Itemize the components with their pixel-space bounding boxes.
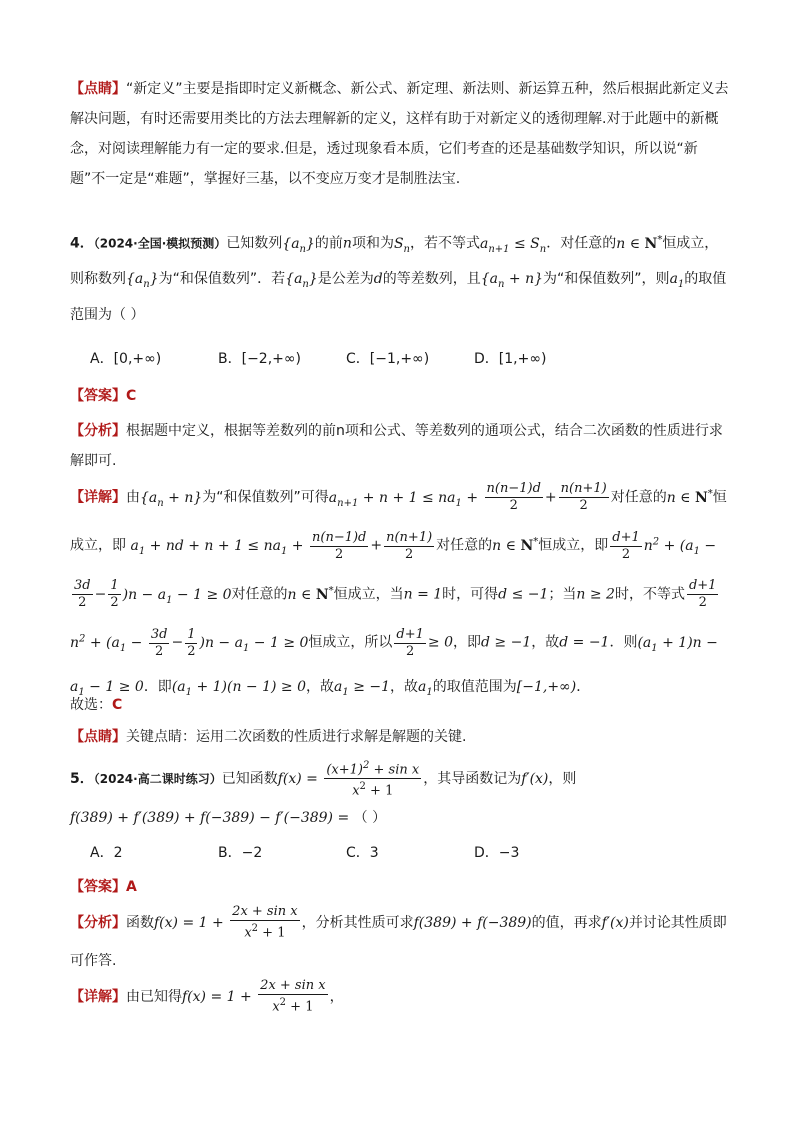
formula: $\{a_n\}$ [126, 271, 159, 291]
stem-text: ．对任意的 [546, 235, 617, 252]
formula: $S_n$ [393, 235, 410, 255]
stem-text: 恒成立，则称数列 [70, 235, 719, 288]
question-4 [70, 225, 730, 330]
choose-prefix: 故选： [70, 697, 112, 713]
formula: $a_1$ [669, 271, 685, 291]
formula: $\{a_n + n\}$ [480, 271, 544, 291]
analysis-text: ，分析其性质可求 [301, 915, 414, 931]
question-number: 4． [70, 235, 94, 252]
stem-text: ，若不等式 [410, 235, 480, 252]
analysis-tag: 【分析】 [70, 423, 126, 439]
analysis-text: 函数 [126, 915, 154, 931]
note-text: “新定义”主要是指即时定义新概念、新公式、新定理、新法则、新运算五种，然后根据此新定义去解决问题，有时还需要用类比的方法去理解新的定义，这样有助于对新定义的透彻理解.对于此题中的新概念，对阅读理解能力有一定的要求.但是，透过现象看本质，它们考查的还是基础数学知识，所以说“新题”不一定是“难题”，掌握好三基，以不变应万变才是制胜法宝. [70, 81, 729, 187]
analysis-text: 的值，再求 [531, 915, 602, 931]
answer-line [70, 381, 730, 411]
stem-text: 是公差为 [317, 271, 374, 288]
detail-tag: 【详解】 [70, 489, 126, 506]
formula: n [342, 235, 352, 252]
question-4-options [90, 344, 750, 374]
note-paragraph [70, 722, 730, 752]
analysis-paragraph: 【分析】函数f(x) = 1 + $\frac{\text{2x + sin x}}{x^2 + 1}$ ，分析其性质可求f(389) + f(−389)的值，再求f′(x)并讨论其性质即可作答. [70, 904, 727, 969]
choose-line [70, 690, 730, 720]
stem-text: 的取值范围为（ ） [70, 271, 727, 324]
formula: $a_{n+1} \le S_n$ [480, 235, 547, 255]
stem-text: 已知数列 [226, 235, 283, 252]
formula: $\{a_n\}$ [282, 235, 315, 255]
option-b[interactable]: B．[−2,+∞) [218, 351, 302, 367]
note-tag: 【点睛】 [70, 729, 126, 745]
detail-paragraph: 【详解】由$\{a_n + n\}$为“和保值数列”可得$a_{n+1} + n + 1 \le na_1$ + $\frac{n(n-1)d}{2}$ + $\frac{n(n+1)}{2}$ 对任意的n ∈ N*恒成立，即 $a_1$ + nd + $n + 1 \le na_1$ + $\frac{n(n-1)d}{2}$ + $\frac{n(n+1)}{2}$ 对任意的n ∈ N*恒成立，即 $\frac{d+1}{2}$ $n^2 + (a_1$ − $\frac{3d}{2}$ − $\frac{1}{2}$ )$n - a_1 - 1 \ge 0$对任意的n ∈ N*恒成立，当n = 1时，可得d ≤ −1；当n ≥ 2时，不等式 $\frac{d+1}{2}$ $n^2 + (a_1$ − $\frac{3d}{2}$ − $\frac{1}{2}$ )$n - a_1 - 1 \ge 0$恒成立，所以 $\frac{d+1}{2}$ ≥ 0，即d ≥ −1，故d = −1．则$(a_1 + 1)n - a_1 - 1 \ge 0$．即$(a_1 + 1)(n - 1) \ge 0$，故$a_1 \ge -1$，故$a_1$的取值范围为[−1,+∞)． [70, 481, 727, 698]
option-d[interactable]: D．[1,+∞) [474, 351, 547, 367]
detail-tag: 【详解】 [70, 989, 126, 1005]
analysis-paragraph [70, 416, 730, 476]
stem-text: 的等差数列，且 [382, 271, 481, 288]
stem-text: 的前 [314, 235, 343, 252]
note-tag: 【点睛】 [70, 81, 126, 97]
question-number: 5． [70, 770, 94, 787]
analysis-text: 并讨论其性质即可作答. [70, 915, 727, 969]
option-a[interactable]: A．[0,+∞) [90, 351, 162, 367]
stem-text: ，其导函数记为 [423, 770, 522, 787]
stem-text: ，则 [548, 770, 577, 787]
stem-text: 项和为 [351, 235, 394, 252]
analysis-text: 根据题中定义，根据等差数列的前n项和公式、等差数列的通项公式，结合二次函数的性质进行求解即可. [70, 423, 723, 469]
stem-text: 为“和保值数列”．若 [158, 271, 286, 288]
stem-text: 已知函数 [221, 770, 278, 787]
note-paragraph [70, 74, 730, 194]
question-source: （2024·高二课时练习） [93, 771, 222, 786]
question-5: 5．（2024·高二课时练习）已知函数f(x) = $\frac{(x+1)^2 + \sin x}{x^2 + 1}$ ，其导函数记为f′(x)，则 f(389) + f′(389) + f(−389) − f′(−389) = （ ） [70, 760, 577, 826]
stem-text: 为“和保值数列”，则 [543, 271, 670, 288]
answer-line [70, 872, 730, 902]
choose-value: C [112, 697, 123, 713]
question-5-options [90, 838, 750, 868]
formula: d [373, 271, 383, 288]
question-source: （2024·全国·模拟预测） [93, 236, 227, 251]
note-text: 关键点睛：运用二次函数的性质进行求解是解题的关键. [126, 729, 467, 745]
answer-tag: 【答案】 [70, 388, 126, 404]
option-c[interactable]: C．3 [346, 845, 379, 861]
option-a[interactable]: A．2 [90, 845, 123, 861]
option-b[interactable]: B．−2 [218, 845, 263, 861]
formula: $\{a_n\}$ [285, 271, 318, 291]
formula: n ∈ N* [616, 234, 663, 252]
option-d[interactable]: D．−3 [474, 845, 520, 861]
answer-value: A [126, 879, 137, 895]
answer-tag: 【答案】 [70, 879, 126, 895]
detail-paragraph: 【详解】由已知得f(x) = 1 + $\frac{\text{2x + sin x}}{x^2 + 1}$ ， [70, 978, 344, 1015]
detail-text: 由已知得 [126, 989, 182, 1005]
answer-value: C [126, 388, 137, 404]
option-c[interactable]: C．[−1,+∞) [346, 351, 430, 367]
analysis-tag: 【分析】 [70, 915, 126, 931]
